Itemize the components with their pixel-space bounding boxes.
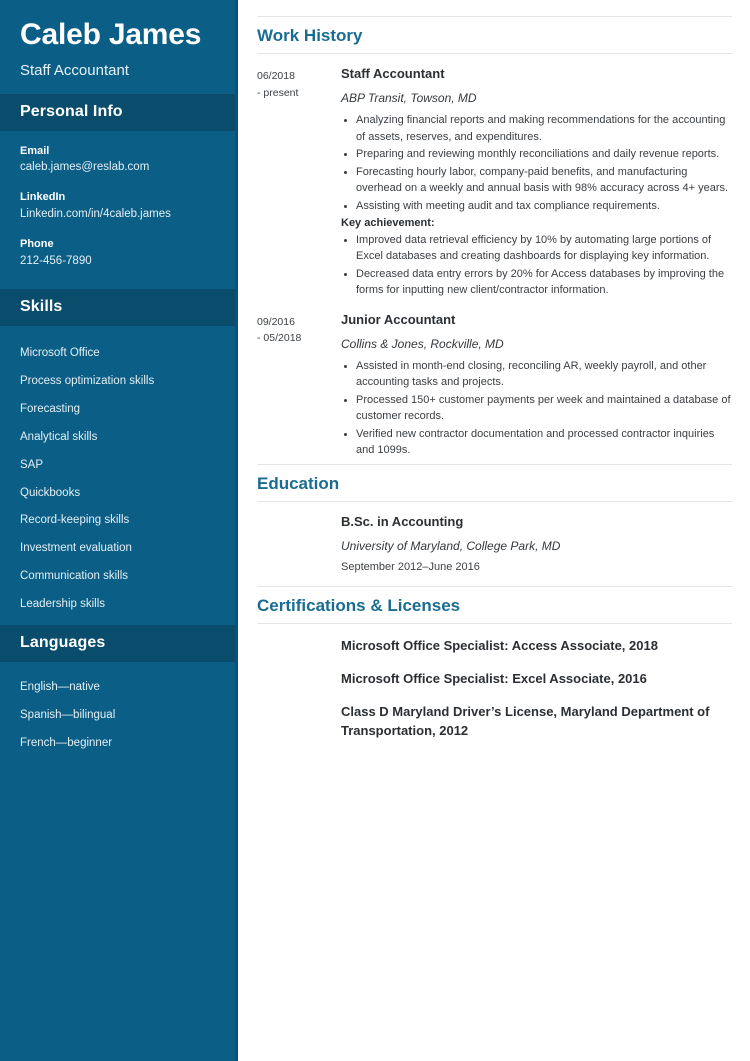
main-content: [238, 0, 750, 1061]
work-entry-dates: [257, 312, 341, 347]
section-certifications: [257, 586, 732, 746]
list-item: Process optimization skills: [20, 374, 155, 387]
date-start: 06/2018: [257, 70, 295, 83]
education-entry: [257, 506, 732, 586]
contact-value-linkedin[interactable]: Linkedin.com/in/4caleb.james: [20, 207, 171, 220]
personal-info-heading: Personal Info: [20, 102, 123, 120]
certification-entry: [257, 694, 732, 746]
work-entry-dates: [257, 66, 341, 101]
education-entry-body: [341, 514, 732, 582]
work-entry-company: ABP Transit, Towson, MD: [341, 91, 477, 106]
list-item: • Improved data retrieval efficiency by 10% by automating large portions of Excel databases and creating dashboards for displaying key information.: [356, 232, 732, 265]
list-item: • Assisted in month-end closing, reconciling AR, weekly payroll, and other accounting tasks and projects.: [356, 358, 732, 391]
skills-heading: Skills: [20, 297, 63, 315]
work-history-heading: Work History: [257, 16, 732, 54]
section-education: [257, 464, 732, 586]
work-entry-bullets: [341, 358, 732, 459]
list-item: Leadership skills: [20, 598, 106, 611]
personal-info-band: [0, 94, 238, 131]
languages-list: [20, 674, 218, 758]
list-item: • Verified new contractor documentation and processed contractor inquiries and 1099s.: [356, 426, 732, 459]
education-degree: B.Sc. in Accounting: [341, 514, 464, 530]
contact-item-email: [20, 143, 218, 177]
work-entry-achievements: [341, 232, 732, 299]
list-item: Spanish—bilingual: [20, 709, 116, 722]
education-heading: Education: [257, 464, 732, 502]
certification-entry-body: [341, 670, 732, 689]
date-end: - present: [257, 86, 299, 99]
work-entry-body: [341, 312, 732, 460]
work-entry: [257, 304, 732, 464]
list-item: Record-keeping skills: [20, 514, 130, 527]
date-start: 09/2016: [257, 315, 295, 328]
certification-title: Microsoft Office Specialist: Excel Associate, 2016: [341, 671, 647, 687]
list-item: Communication skills: [20, 570, 129, 583]
date-end: - 05/2018: [257, 332, 302, 345]
work-entry-body: [341, 66, 732, 300]
contact-label-phone: Phone: [20, 238, 54, 251]
list-item: Microsoft Office: [20, 346, 100, 359]
sidebar: [0, 0, 238, 1061]
skills-band: [0, 289, 238, 326]
languages-heading: Languages: [20, 634, 106, 652]
list-item: English—native: [20, 681, 100, 694]
identity-block: [0, 0, 238, 94]
list-item: French—beginner: [20, 737, 113, 750]
certification-title: Class D Maryland Driver’s License, Maryland Department of Transportation, 2012: [341, 704, 710, 738]
list-item: • Preparing and reviewing monthly reconciliations and daily revenue reports.: [356, 146, 732, 163]
languages-band: [0, 625, 238, 662]
candidate-name: Caleb James: [20, 18, 202, 51]
work-entry-bullets: [341, 112, 732, 214]
personal-info-body: [0, 131, 238, 289]
skills-body: [0, 326, 238, 625]
work-entry-title: Staff Accountant: [341, 66, 445, 82]
education-school: University of Maryland, College Park, MD: [341, 539, 561, 554]
languages-body: [0, 662, 238, 764]
contact-value-phone[interactable]: 212-456-7890: [20, 254, 92, 267]
certification-entry: [257, 628, 732, 661]
list-item: • Decreased data entry errors by 20% for Access databases by improving the forms for inputting new client/contractor information.: [356, 266, 732, 299]
list-item: Forecasting: [20, 402, 81, 415]
key-achievement-label: Key achievement:: [341, 217, 435, 230]
list-item: Investment evaluation: [20, 542, 132, 555]
work-entry-title: Junior Accountant: [341, 311, 456, 327]
certification-title: Microsoft Office Specialist: Access Associate, 2018: [341, 638, 658, 654]
section-work-history: [257, 16, 732, 464]
list-item: Quickbooks: [20, 486, 81, 499]
list-item: SAP: [20, 458, 44, 471]
contact-item-phone: [20, 236, 218, 270]
work-entry: [257, 58, 732, 304]
contact-item-linkedin: [20, 189, 218, 223]
certification-entry-body: [341, 637, 732, 656]
contact-label-email: Email: [20, 144, 50, 157]
contact-label-linkedin: LinkedIn: [20, 191, 66, 204]
list-item: Analytical skills: [20, 430, 98, 443]
skills-list: [20, 340, 218, 619]
certification-entry-body: [341, 703, 732, 741]
list-item: • Assisting with meeting audit and tax compliance requirements.: [356, 198, 732, 215]
candidate-job-title: Staff Accountant: [20, 61, 129, 79]
list-item: • Analyzing financial reports and making recommendations for the accounting of assets, reserves, and expenditures.: [356, 112, 732, 145]
list-item: • Processed 150+ customer payments per week and maintained a database of customer records.: [356, 392, 732, 425]
work-entry-company: Collins & Jones, Rockville, MD: [341, 336, 504, 351]
contact-value-email[interactable]: caleb.james@reslab.com: [20, 161, 150, 174]
certifications-heading: Certifications & Licenses: [257, 586, 732, 624]
education-dates: September 2012–June 2016: [341, 561, 480, 574]
certification-entry: [257, 661, 732, 694]
list-item: • Forecasting hourly labor, company-paid benefits, and manufacturing overhead on a weekly and annual basis with 98% accuracy across 4+ years.: [356, 164, 732, 197]
